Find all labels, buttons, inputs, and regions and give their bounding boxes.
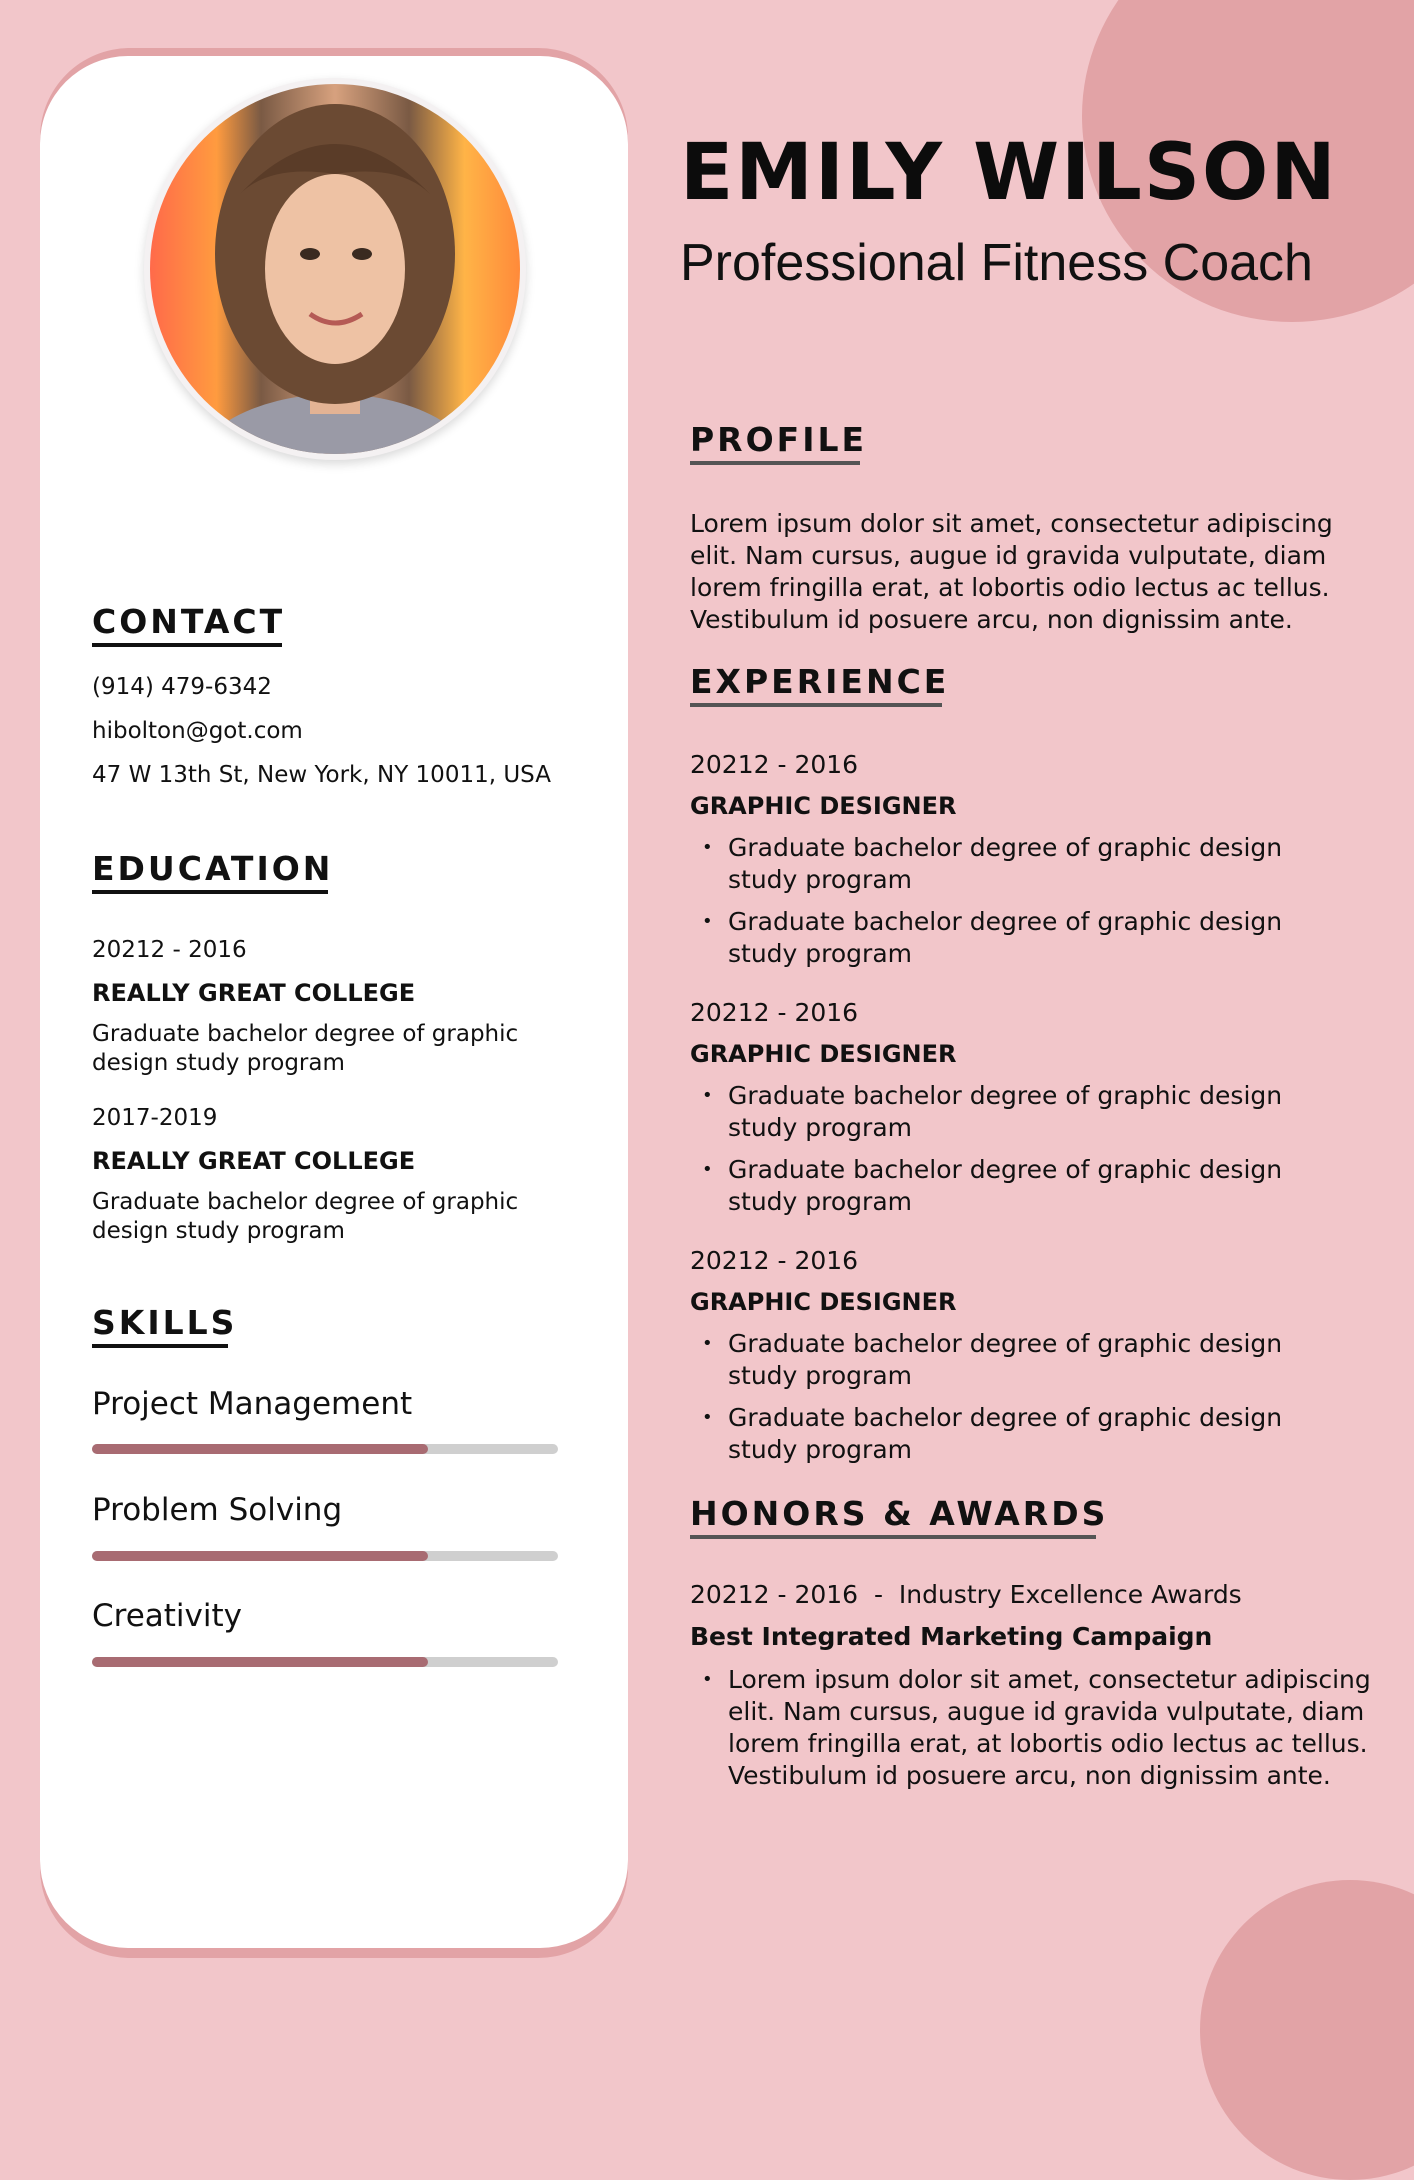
experience-heading: EXPERIENCE <box>690 662 950 701</box>
education-underline <box>92 890 328 894</box>
awards-heading: HONORS & AWARDS <box>690 1494 1109 1533</box>
skill-label: Creativity <box>92 1598 243 1634</box>
skill-bar-fill <box>92 1551 428 1561</box>
bullet-icon: • <box>702 1085 713 1106</box>
experience-years: 20212 - 2016 <box>690 1246 859 1275</box>
experience-bullet: • Graduate bachelor degree of graphic design study program <box>702 907 1283 968</box>
experience-years: 20212 - 2016 <box>690 750 859 779</box>
skill-label: Problem Solving <box>92 1492 343 1528</box>
award-title: Best Integrated Marketing Campaign <box>690 1622 1213 1651</box>
profile-heading: PROFILE <box>690 420 868 459</box>
experience-role: GRAPHIC DESIGNER <box>690 1040 957 1068</box>
education-years: 2017-2019 <box>92 1105 218 1131</box>
contact-address: 47 W 13th St, New York, NY 10011, USA <box>92 762 551 788</box>
bullet-icon: • <box>702 1407 713 1428</box>
experience-bullet: • Graduate bachelor degree of graphic design study program <box>702 1329 1283 1390</box>
skill-bar-track <box>92 1657 558 1667</box>
award-bullets <box>690 1664 1380 1802</box>
skill-bar-fill <box>92 1444 428 1454</box>
person-name: EMILY WILSON <box>680 128 1338 218</box>
experience-bullet: • Graduate bachelor degree of graphic design study program <box>702 833 1283 894</box>
education-school: REALLY GREAT COLLEGE <box>92 979 416 1007</box>
education-desc-line1: Graduate bachelor degree of graphic <box>92 1189 519 1215</box>
skill-label: Project Management <box>92 1386 413 1422</box>
award-bullet: • Lorem ipsum dolor sit amet, consectetur adipiscing elit. Nam cursus, augue id gravida vulputate, diam lorem fringilla erat, at lobortis odio lectus ac tellus. Vestibulum id posuere arcu, non dignissim ante. <box>702 1665 1371 1790</box>
education-desc-line2: design study program <box>92 1050 345 1076</box>
bullet-icon: • <box>702 1669 713 1690</box>
profile-text: Lorem ipsum dolor sit amet, consectetur adipiscing elit. Nam cursus, augue id gravida vulputate, diam lorem fringilla erat, at lobortis odio lectus ac tellus. Vestibulum id posuere arcu, non dignissim ante. <box>690 509 1333 634</box>
bullet-icon: • <box>702 1159 713 1180</box>
contact-underline <box>92 643 282 647</box>
education-school: REALLY GREAT COLLEGE <box>92 1147 416 1175</box>
job-title: Professional Fitness Coach <box>680 234 1313 292</box>
awards-underline <box>690 1535 1096 1539</box>
skills-heading: SKILLS <box>92 1303 238 1342</box>
experience-bullets <box>690 832 1330 980</box>
education-desc-line2: design study program <box>92 1218 345 1244</box>
bullet-icon: • <box>702 837 713 858</box>
skill-bar-track <box>92 1444 558 1454</box>
education-heading: EDUCATION <box>92 849 334 888</box>
experience-bullet: • Graduate bachelor degree of graphic design study program <box>702 1155 1283 1216</box>
experience-role: GRAPHIC DESIGNER <box>690 1288 957 1316</box>
experience-role: GRAPHIC DESIGNER <box>690 792 957 820</box>
profile-underline <box>690 461 860 465</box>
skill-bar-fill <box>92 1657 428 1667</box>
education-desc-line1: Graduate bachelor degree of graphic <box>92 1021 519 1047</box>
bullet-icon: • <box>702 911 713 932</box>
decorative-circle-bottom <box>1200 1880 1414 2180</box>
contact-phone: (914) 479-6342 <box>92 674 272 700</box>
skills-underline <box>92 1344 228 1348</box>
education-years: 20212 - 2016 <box>92 937 247 963</box>
contact-email: hibolton@got.com <box>92 718 303 744</box>
award-date-line: 20212 - 2016 - Industry Excellence Awards <box>690 1580 1242 1609</box>
experience-bullets <box>690 1328 1330 1476</box>
experience-bullet: • Graduate bachelor degree of graphic design study program <box>702 1403 1283 1464</box>
bullet-icon: • <box>702 1333 713 1354</box>
contact-heading: CONTACT <box>92 602 286 641</box>
experience-years: 20212 - 2016 <box>690 998 859 1027</box>
skill-bar-track <box>92 1551 558 1561</box>
experience-bullet: • Graduate bachelor degree of graphic design study program <box>702 1081 1283 1142</box>
experience-bullets <box>690 1080 1330 1228</box>
profile-photo <box>150 84 520 454</box>
experience-underline <box>690 703 942 707</box>
